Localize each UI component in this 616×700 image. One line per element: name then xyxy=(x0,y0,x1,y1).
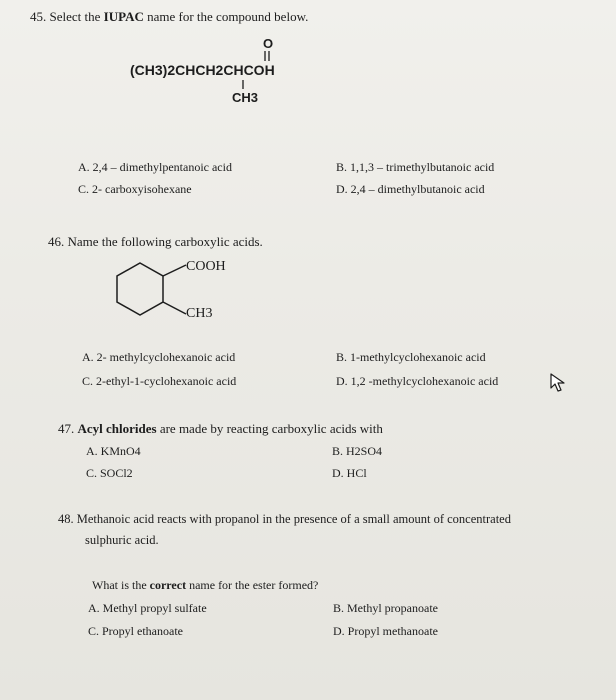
q45-carbonyl-oxygen: O xyxy=(263,36,274,51)
q46-option-d[interactable]: D. 1,2 -methylcyclohexanoic acid xyxy=(336,374,499,388)
q45-option-a[interactable]: A. 2,4 – dimethylpentanoic acid xyxy=(78,160,232,174)
q48-option-a[interactable]: A. Methyl propyl sulfate xyxy=(88,601,207,615)
q46-option-b[interactable]: B. 1-methylcyclohexanoic acid xyxy=(336,350,486,364)
mouse-pointer-icon xyxy=(549,372,567,394)
q48-prompt-line1: 48. Methanoic acid reacts with propanol in the presence of a small amount of concentrated xyxy=(58,512,511,526)
q45-prompt: 45. Select the IUPAC name for the compound below. xyxy=(30,9,309,24)
q46-option-c[interactable]: C. 2-ethyl-1-cyclohexanoic acid xyxy=(82,374,237,388)
q47-option-b[interactable]: B. H2SO4 xyxy=(332,444,383,458)
q46-ch3-label: CH3 xyxy=(186,306,213,321)
q48-subprompt: What is the correct name for the ester formed? xyxy=(92,578,319,592)
q47-option-c[interactable]: C. SOCl2 xyxy=(86,466,133,480)
q46-prompt: 46. Name the following carboxylic acids. xyxy=(48,234,263,249)
q47-number: 47. xyxy=(58,421,75,436)
q48-option-c[interactable]: C. Propyl ethanoate xyxy=(88,624,183,638)
q45-formula: (CH3)2CHCH2CHCOH xyxy=(130,62,275,78)
q45-option-d[interactable]: D. 2,4 – dimethylbutanoic acid xyxy=(336,182,485,196)
q45-branch-methyl: CH3 xyxy=(232,90,259,105)
q48-prompt-line2: sulphuric acid. xyxy=(85,533,159,547)
q46-number: 46. xyxy=(48,234,65,249)
q45-double-bond xyxy=(260,50,274,62)
q46-cooh-label: COOH xyxy=(186,259,226,274)
q45-branch-bond xyxy=(240,80,246,90)
q47-prompt: 47. Acyl chlorides are made by reacting carboxylic acids with xyxy=(58,421,383,436)
q45-number: 45. xyxy=(30,9,47,24)
q48-number: 48. xyxy=(58,512,74,526)
q46-option-a[interactable]: A. 2- methylcyclohexanoic acid xyxy=(82,350,236,364)
q45-option-b[interactable]: B. 1,1,3 – trimethylbutanoic acid xyxy=(336,160,495,174)
q48-option-b[interactable]: B. Methyl propanoate xyxy=(333,601,438,615)
q47-option-a[interactable]: A. KMnO4 xyxy=(86,444,141,458)
q48-option-d[interactable]: D. Propyl methanoate xyxy=(333,624,438,638)
q47-option-d[interactable]: D. HCl xyxy=(332,466,367,480)
q45-option-c[interactable]: C. 2- carboxyisohexane xyxy=(78,182,192,196)
